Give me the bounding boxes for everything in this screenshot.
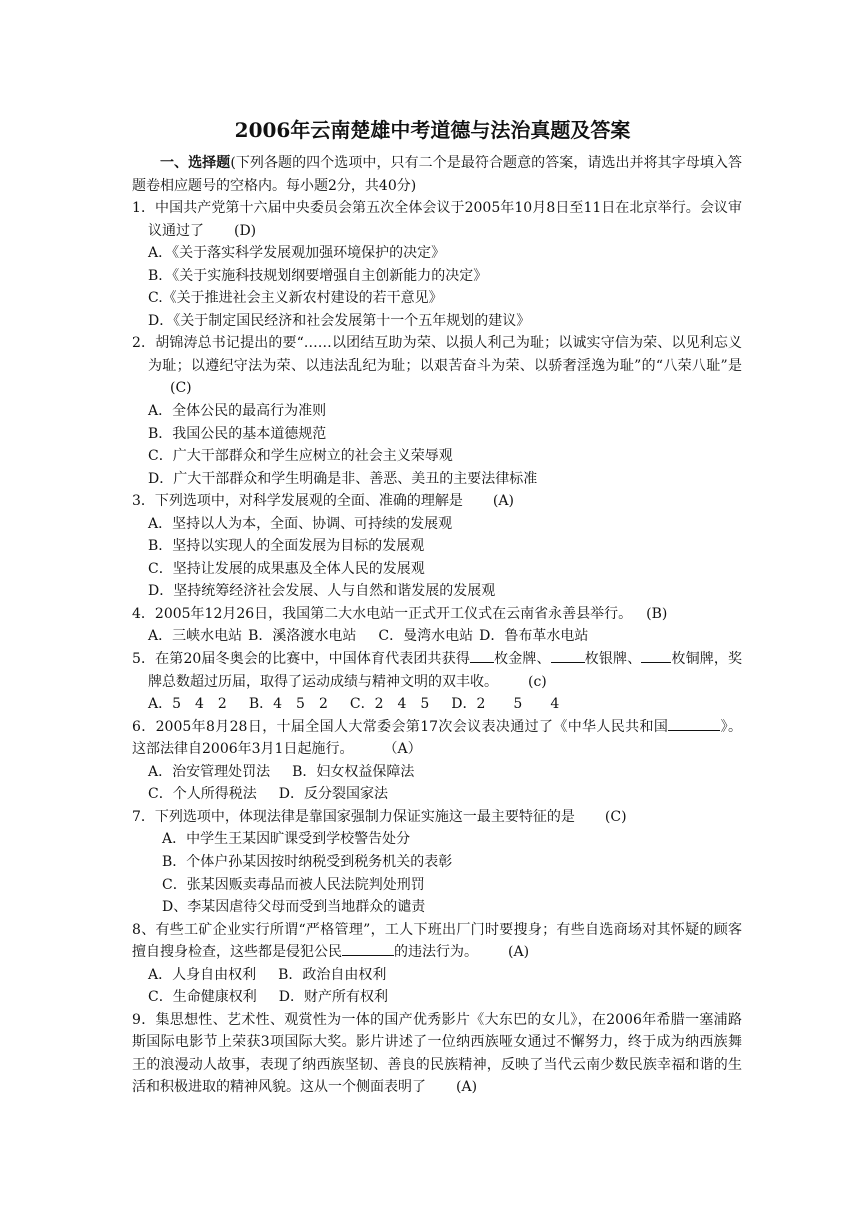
fill-blank	[342, 941, 394, 956]
option-c: C．个人所得税法	[148, 786, 257, 803]
answer-mark: (A)	[492, 493, 514, 510]
option-b: B．妇女权益保障法	[292, 763, 415, 780]
question-7-option-d: D、李某因虐待父母而受到当地群众的谴责	[162, 899, 426, 916]
option-c: C．生命健康权利	[148, 989, 257, 1006]
question-text: 4．2005年12月26日，我国第二大水电站一正式开工仪式在云南省永善县举行。	[132, 605, 633, 622]
question-4-options	[132, 625, 742, 648]
question-8-stem	[132, 919, 742, 964]
answer-mark: (c)	[528, 673, 547, 690]
question-1-option-a: A．《关于落实科学发展观加强环境保护的决定》	[148, 245, 446, 262]
question-2-option-d: D．广大干部群众和学生明确是非、善恶、美丑的主要法律标准	[148, 470, 538, 487]
section-header	[132, 152, 742, 197]
option-d: D．2 5 4	[451, 696, 560, 713]
option-c: C．曼湾水电站	[378, 628, 474, 645]
section-label: 一、选择题	[160, 155, 231, 171]
question-text: 3．下列选项中，对科学发展观的全面、准确的理解是	[132, 493, 463, 510]
question-2-option-c: C．广大干部群众和学生应树立的社会主义荣辱观	[148, 448, 453, 465]
answer-mark: (C)	[170, 380, 192, 397]
question-5-options	[132, 693, 742, 716]
option-a: A．治安管理处罚法	[148, 763, 271, 780]
question-text: 枚金牌、	[493, 651, 551, 668]
question-4-stem	[132, 603, 742, 626]
question-6-stem	[132, 716, 742, 761]
answer-mark: (D)	[234, 222, 257, 239]
question-3-stem	[132, 490, 742, 513]
question-1-option-b: B．《关于实施科技规划纲要增强自主创新能力的决定》	[148, 267, 488, 284]
question-7-option-b: B．个体户孙某因按时纳税受到税务机关的表彰	[162, 853, 453, 870]
option-c: C．2 4 5	[349, 696, 430, 713]
answer-mark: (B)	[646, 605, 668, 622]
option-b: B．政治自由权利	[278, 966, 387, 983]
question-text: 的违法行为。	[394, 944, 478, 961]
question-text: 9．集思想性、艺术性、观赏性为一体的国产优秀影片《大东巴的女儿》，在2006年希腊一塞浦路斯国际电影节上荣获3项国际大奖。影片讲述了一位纳西族哑女通过不懈努力，终于成为纳西族舞王的浪漫动人故事，表现了纳西族坚韧、善良的民族精神，反映了当代云南少数民族幸福和谐的生活和积极进取的精神风貌。这从一个侧面表明了	[132, 1011, 742, 1096]
question-7-option-c: C．张某因贩卖毒品而被人民法院判处刑罚	[162, 876, 425, 893]
option-d: D．反分裂国家法	[278, 786, 388, 803]
page-title: 2006年云南楚雄中考道德与法治真题及答案	[234, 118, 631, 142]
question-2-option-b: B．我国公民的基本道德规范	[148, 425, 327, 442]
question-3-option-c: C．坚持让发展的成果惠及全体人民的发展观	[148, 560, 425, 577]
question-text: 5．在第20届冬奥会的比赛中，中国体育代表团共获得	[132, 651, 470, 668]
question-text: 》。这部法律自2006年3月1日起施行。	[132, 718, 742, 758]
answer-mark: (A)	[456, 1079, 478, 1096]
question-text: 枚铜牌，奖牌总数超过历届，取得了运动成绩与精神文明的双丰收。	[148, 651, 743, 690]
question-7-option-a: A．中学生王某因旷课受到学校警告处分	[162, 831, 411, 848]
question-8-options-ab	[132, 964, 742, 987]
fill-blank	[668, 716, 720, 731]
question-3-option-a: A．坚持以人为本，全面、协调、可持续的发展观	[148, 515, 453, 532]
question-text: 2．胡锦涛总书记提出的要“……以团结互助为荣、以损人利己为耻；以诚实守信为荣、以见利忘义为耻；以遵纪守法为荣、以违法乱纪为耻；以艰苦奋斗为荣、以骄奢淫逸为耻”的“八荣八耻”是	[132, 335, 742, 374]
question-7-stem	[132, 806, 742, 829]
question-2-option-a: A．全体公民的最高行为准则	[148, 403, 327, 420]
question-2-stem	[132, 332, 742, 400]
fill-blank	[470, 648, 494, 663]
option-a: A．5 4 2	[148, 696, 227, 713]
question-3-option-b: B．坚持以实现人的全面发展为目标的发展观	[148, 538, 425, 555]
option-d: D．财产所有权利	[278, 989, 388, 1006]
question-6-options-ab	[132, 761, 742, 784]
question-text: 8、有些工矿企业实行所谓“严格管理”，工人下班出厂门时要搜身；有些自选商场对其怀疑的顾客擅自搜身检查，这些都是侵犯公民	[132, 921, 742, 961]
question-3-option-d: D．坚持统筹经济社会发展、人与自然和谐发展的发展观	[148, 583, 496, 600]
question-1-option-c: C.《关于推进社会主义新农村建设的若干意见》	[148, 290, 443, 307]
option-a: A．人身自由权利	[148, 966, 257, 983]
question-8-options-cd	[132, 986, 742, 1009]
question-1-option-d: D．《关于制定国民经济和社会发展第十一个五年规划的建议》	[148, 312, 531, 329]
option-b: B．4 5 2	[248, 696, 328, 713]
fill-blank	[551, 648, 585, 663]
question-1-stem	[132, 197, 742, 242]
option-b: B．溪洛渡水电站	[248, 628, 357, 645]
answer-mark: (A)	[508, 944, 530, 961]
document-body	[132, 152, 742, 1099]
answer-mark: （A）	[383, 741, 422, 758]
question-text: 7．下列选项中，体现法律是靠国家强制力保证实施这一最主要特征的是	[132, 808, 575, 825]
question-5-stem	[132, 648, 742, 693]
question-text: 6．2005年8月28日，十届全国人大常委会第17次会议表决通过了《中华人民共和国	[132, 718, 669, 735]
section-instructions: (下列各题的四个选项中，只有二个是最符合题意的答案，请选出并将其字母填入答题卷相应题号的空格内。每小题2分，共40分)	[132, 155, 742, 194]
question-6-options-cd	[132, 783, 742, 806]
question-text: 1．中国共产党第十六届中央委员会第五次全体会议于2005年10月8日至11日在北京举行。会议审议通过了	[132, 200, 742, 239]
answer-mark: (C)	[604, 808, 627, 825]
question-text: 枚银牌、	[584, 651, 642, 668]
question-9-stem	[132, 1009, 742, 1099]
fill-blank	[641, 648, 671, 663]
option-a: A．三峡水电站	[148, 628, 243, 645]
option-d: D．鲁布革水电站	[479, 628, 589, 645]
